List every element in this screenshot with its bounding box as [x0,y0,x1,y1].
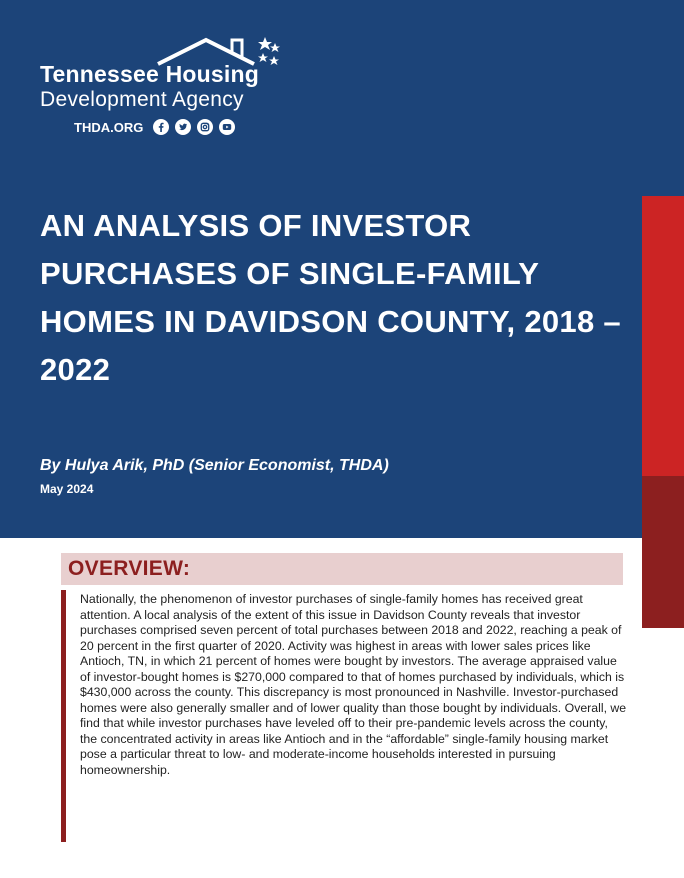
report-title: AN ANALYSIS OF INVESTOR PURCHASES OF SINGLE-FAMILY HOMES IN DAVIDSON COUNTY, 2018 – 2022 [40,208,621,387]
instagram-icon[interactable] [197,119,213,135]
org-name-line1: Tennessee Housing [40,61,259,87]
accent-bar-dark-red [642,476,684,628]
overview-text: Nationally, the phenomenon of investor purchases of single-family homes has received great attention. A local analysis of the extent of this issue in Davidson County reveals that investor purchases comprised seven percent of total purchases between 2018 and 2022, reaching a peak of 20 percent in the first quarter of 2020. Activity was highest in areas with lower sales prices like Antioch, TN, in which 21 percent of homes were bought by investors. The average appraised value of investor-bought homes is $270,000 compared to that of homes purchased by individuals, which is $430,000 across the county. This discrepancy is most pronounced in Nashville. Investor-purchased homes were also generally smaller and of lower quality than those bought by individuals. Overall, we find that while investor purchases have leveled off to their pre-pandemic levels across the county, the concentrated activity in areas like Antioch and in the “affordable” single-family housing market pose a particular threat to low- and moderate-income households interested in pursuing homeownership. [80,592,627,777]
twitter-icon[interactable] [175,119,191,135]
author-byline: By Hulya Arik, PhD (Senior Economist, THDA) [40,457,389,474]
overview-heading: OVERVIEW: [68,557,191,580]
facebook-icon[interactable] [153,119,169,135]
org-name-line2: Development Agency [40,88,244,111]
youtube-icon[interactable] [219,119,235,135]
accent-bar-red [642,196,684,476]
publication-date: May 2024 [40,482,94,496]
overview-rule [61,590,66,842]
social-links [74,118,235,136]
overview-heading-band [61,553,623,585]
website-link[interactable]: THDA.ORG [74,119,144,135]
